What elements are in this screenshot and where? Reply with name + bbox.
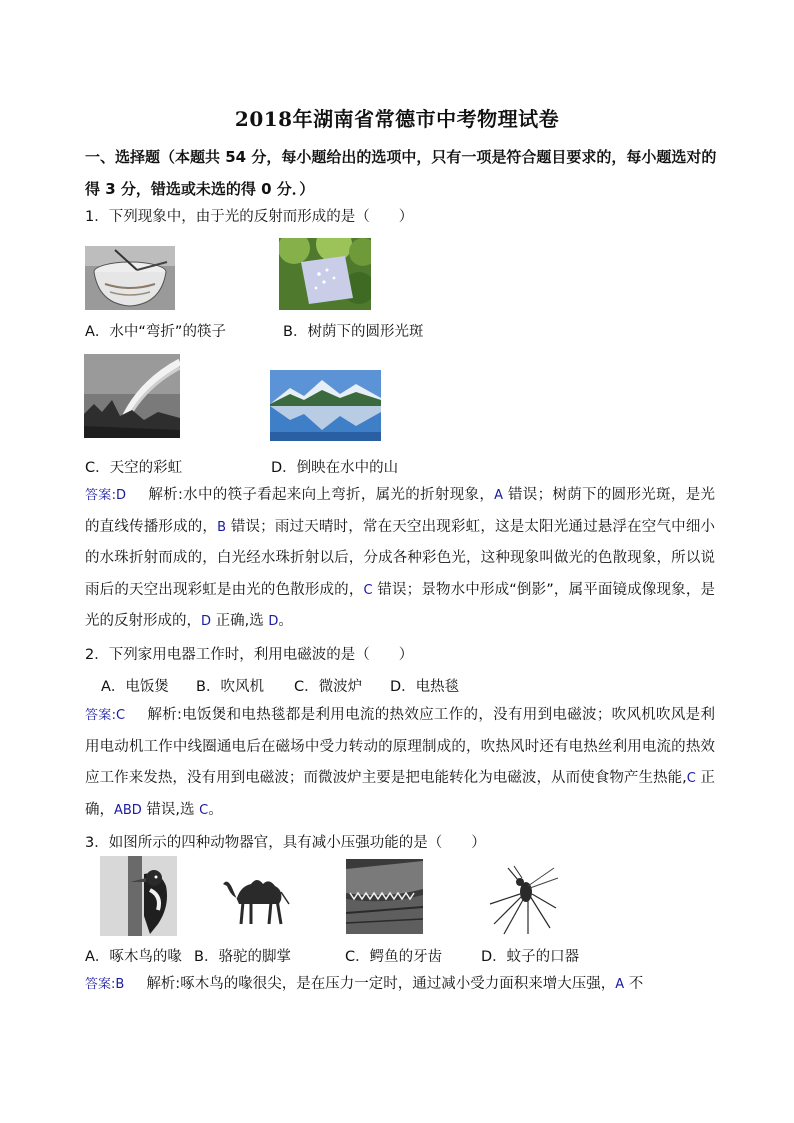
mountain-reflection-image <box>270 370 381 441</box>
q1-analysis-text: 。 <box>278 613 293 629</box>
q2-option-c: C．微波炉 <box>294 679 363 695</box>
question-1-stem: 1．下列现象中，由于光的反射而形成的是（ ） <box>85 209 414 225</box>
crocodile-image <box>346 859 423 934</box>
q1-option-c: C．天空的彩虹 <box>85 460 183 476</box>
woodpecker-image <box>100 856 177 936</box>
q2-answer-block <box>85 700 715 826</box>
q2-analysis-text: 解析:电饭煲和电热毯都是利用电流的热效应工作的，没有用到电磁波；吹风机吹风是利用电动机工作中线圈通电后在磁场中受力转动的原理制成的，吹热风时还有电热丝利用电流的热效应工作来发热，没有用到电磁波；而微波炉主要是把电能转化为电磁波，从而使食物产生热能, <box>85 707 715 786</box>
q3-option-d: D．蚊子的口器 <box>481 949 580 965</box>
q1-analysis-letter: C <box>363 582 373 598</box>
q2-option-b: B．吹风机 <box>196 679 264 695</box>
q3-analysis-letter: A <box>615 977 625 992</box>
bowl-chopstick-image <box>85 246 175 310</box>
q1-analysis-text: 错误；树荫下的圆形光斑，是光的直线传播形成的， <box>85 487 716 535</box>
rainbow-sky-image <box>84 354 180 438</box>
q3-option-b: B．骆驼的脚掌 <box>194 949 291 965</box>
camel-image <box>219 870 297 926</box>
q2-analysis-letter: C <box>199 802 209 818</box>
q2-analysis-letter: C <box>686 771 696 786</box>
q2-answer-label: 答案:C <box>85 708 126 723</box>
q1-answer-label: 答案:D <box>85 488 127 503</box>
q1-analysis-text: 正确,选 <box>211 613 269 629</box>
question-2-stem: 2．下列家用电器工作时，利用电磁波的是（ ） <box>85 647 414 663</box>
q3-option-c: C．鳄鱼的牙齿 <box>345 949 443 965</box>
q1-analysis-text: 错误；雨过天晴时，常在天空出现彩虹，这是太阳光通过悬浮在空气中细小的水珠折射而成的，白光经水珠折射以后，分成各种彩色光，这种现象叫做光的色散现象，所以说雨后的天空出现彩虹是由光的色散形成的， <box>85 518 716 598</box>
q2-analysis-text: 。 <box>208 801 223 818</box>
q1-answer-block <box>85 480 715 638</box>
q1-analysis-text: 错误；景物水中形成“倒影”，属平面镜成像现象，是光的反射形成的， <box>85 581 715 629</box>
q1-option-d: D．倒映在水中的山 <box>271 460 399 476</box>
q1-option-b: B．树荫下的圆形光斑 <box>283 324 424 340</box>
q1-analysis-letter: D <box>201 614 212 629</box>
mosquito-image <box>484 864 560 936</box>
section-heading: 一、选择题（本题共 54 分，每小题给出的选项中，只有一项是符合题目要求的，每小题选对的得 3 分，错选或未选的得 0 分．） <box>85 148 717 198</box>
q1-analysis-text: 解析:水中的筷子看起来向上弯折，属光的折射现象， <box>148 487 495 503</box>
q1-analysis-letter: D <box>268 614 279 629</box>
q3-option-a: A．啄木鸟的喙 <box>85 949 182 965</box>
q3-analysis-text: 不 <box>624 976 644 992</box>
question-3-stem: 3．如图所示的四种动物器官，具有减小压强功能的是（ ） <box>85 835 486 851</box>
q2-option-a: A．电饭煲 <box>101 679 169 695</box>
q1-analysis-letter: A <box>494 488 504 503</box>
q2-analysis-text: 错误,选 <box>141 801 200 818</box>
page-title: 2018年湖南省常德市中考物理试卷 <box>234 107 560 131</box>
q3-answer-block <box>85 969 715 1001</box>
tree-shade-light-spots-image <box>279 238 371 310</box>
q1-option-a: A．水中“弯折”的筷子 <box>85 324 226 340</box>
q3-analysis-text: 解析:啄木鸟的喙很尖，是在压力一定时，通过减小受力面积来增大压强， <box>146 976 616 992</box>
q2-analysis-text: 正确， <box>85 770 716 818</box>
q2-analysis-letter: ABD <box>114 802 142 818</box>
q2-option-d: D．电热毯 <box>390 679 460 695</box>
q1-analysis-letter: B <box>217 519 227 535</box>
q3-answer-label: 答案:B <box>85 977 125 992</box>
